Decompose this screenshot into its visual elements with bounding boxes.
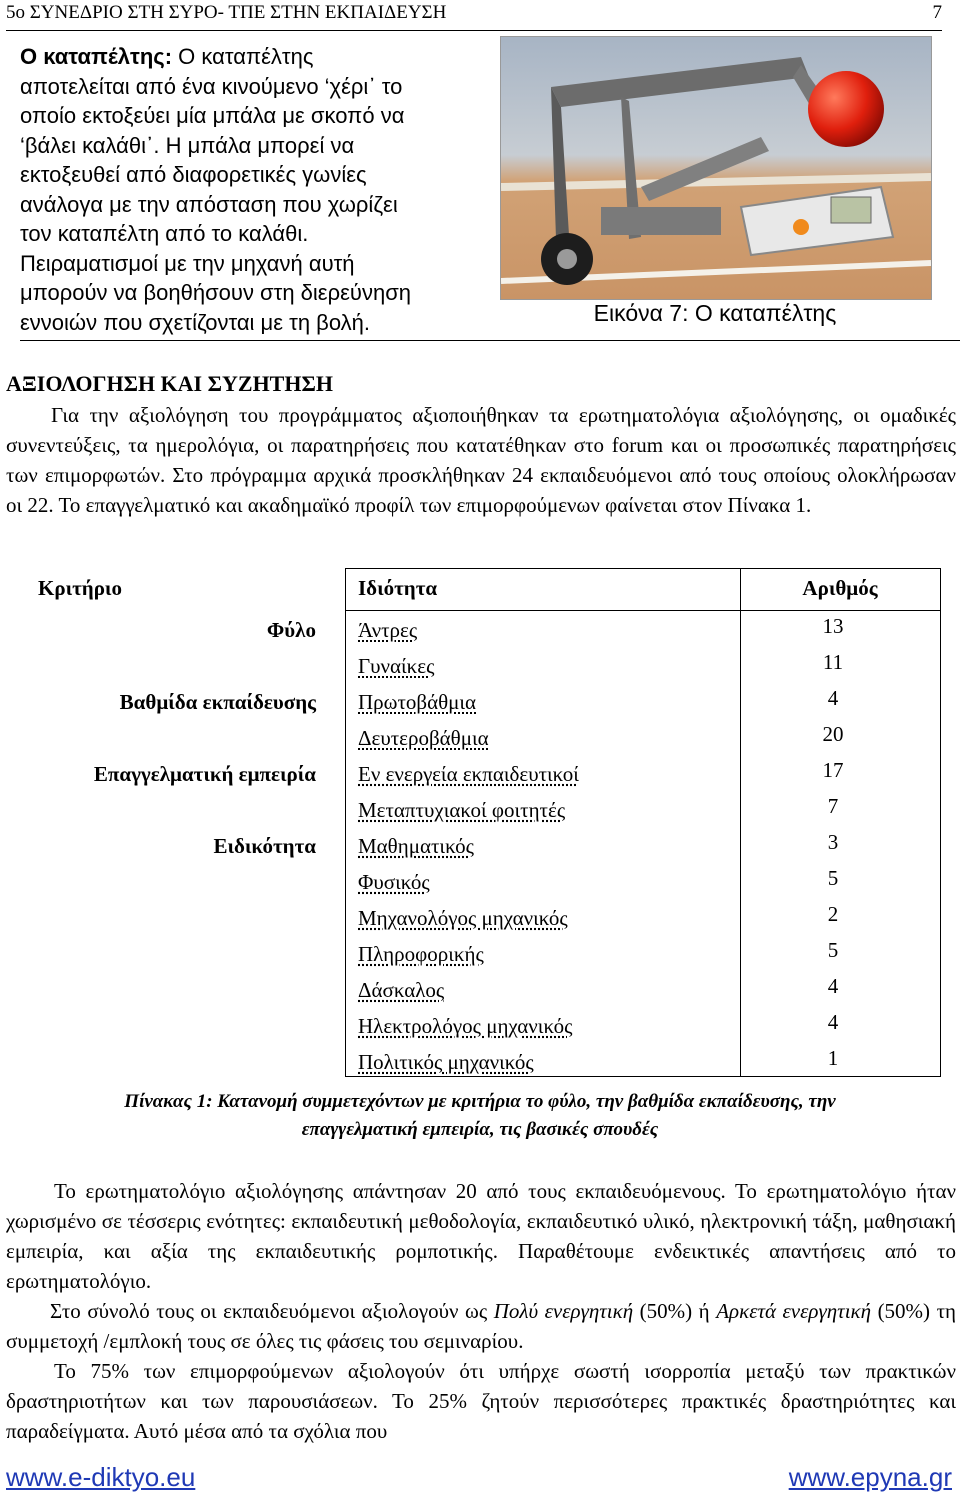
header-title: 5ο ΣΥΝΕΔΡΙΟ ΣΤΗ ΣΥΡΟ- ΤΠΕ ΣΤΗΝ ΕΚΠΑΙΔΕΥΣΗ bbox=[6, 2, 447, 23]
row-count: 3 bbox=[827, 830, 839, 854]
figure-caption: Εικόνα 7: Ο καταπέλτης bbox=[593, 300, 837, 326]
row-count: 17 bbox=[822, 758, 844, 782]
catapult-photo-drawing bbox=[501, 37, 931, 299]
row-count: 2 bbox=[827, 902, 839, 926]
table-caption-line: επαγγελματική εμπειρία, τις βασικές σπουδές bbox=[301, 1119, 659, 1140]
table-column-divider bbox=[740, 568, 741, 1077]
catapult-line: αποτελείται από ένα κινούμενο ‘χέρι᾽ το bbox=[20, 73, 403, 99]
row-property: Δευτεροβάθμια bbox=[358, 726, 489, 750]
header-criterion: Κριτήριο bbox=[38, 576, 122, 600]
footer-link-epyna[interactable]: www.epyna.gr bbox=[788, 1462, 952, 1492]
row-property: Άντρες bbox=[358, 618, 418, 642]
body-text: Το ερωτηματολόγιο αξιολόγησης απάντησαν 20 από τους εκπαιδευόμενους. Το ερωτηματολόγιο ήταν χωρισμένο σε τέσσερις ενότητες: εκπαιδευτική μεθοδολογία, εκπαιδευτικό υλικό, ηλεκτρονική τάξη, μαθησιακή εμπειρία, και αξία της εκπαιδευτικής ρομποτικής. Παραθέτουμε ενδεικτικές απαντήσεις από το ερωτηματολόγιο. bbox=[6, 1179, 956, 1293]
section-title: ΑΞΙΟΛΟΓΗΣΗ ΚΑΙ ΣΥΖΗΤΗΣΗ bbox=[6, 371, 333, 396]
row-count: 7 bbox=[827, 794, 839, 818]
row-count: 1 bbox=[827, 1046, 839, 1070]
header-count: Αριθμός bbox=[802, 576, 878, 600]
row-property: Πολιτικός μηχανικός bbox=[358, 1050, 534, 1074]
catapult-description bbox=[20, 42, 490, 337]
row-property: Μαθηματικός bbox=[358, 834, 475, 858]
footer-link-ediktyo[interactable]: www.e-diktyo.eu bbox=[6, 1462, 196, 1492]
row-count: 4 bbox=[827, 686, 839, 710]
body-text: Στο σύνολό τους οι εκπαιδευόμενοι αξιολογούν ως bbox=[50, 1299, 494, 1323]
page-number: 7 bbox=[932, 2, 942, 23]
catapult-line: εκτοξευθεί από διαφορετικές γωνίες bbox=[20, 162, 367, 187]
row-property: Δάσκαλος bbox=[358, 978, 445, 1002]
catapult-term: Ο καταπέλτης: bbox=[20, 44, 173, 69]
catapult-line: ‘βάλει καλάθι᾽. Η μπάλα μπορεί να bbox=[20, 132, 355, 158]
catapult-line: ανάλογα με την απόσταση που χωρίζει bbox=[20, 191, 398, 217]
evaluation-text: Για την αξιολόγηση του προγράμματος αξιοποιήθηκαν τα ερωτηματολόγια αξιολόγησης, οι ομαδικές συνεντεύξεις, τα ημερολόγια, οι παρατηρήσεις που κατατέθηκαν στο forum και οι προσωπικές παρατηρήσεις των επιμορφωτών. Στο πρόγραμμα αρχικά προσκλήθηκαν 24 εκπαιδευόμενοι από τους οποίους ολοκλήρωσαν οι 22. Το επαγγελματικό και ακαδημαϊκό προφίλ των επιμορφούμενων φαίνεται στον Πίνακα 1. bbox=[6, 403, 956, 517]
row-criterion: Φύλο bbox=[266, 618, 316, 642]
row-count: 4 bbox=[827, 974, 839, 998]
header-property: Ιδιότητα bbox=[358, 576, 438, 600]
row-count: 13 bbox=[822, 614, 844, 638]
body-paragraph bbox=[6, 1356, 956, 1446]
catapult-photo bbox=[500, 36, 932, 300]
row-property: Φυσικός bbox=[358, 870, 430, 894]
catapult-line: τον καταπέλτη από το καλάθι. bbox=[20, 221, 309, 246]
catapult-line: Ο καταπέλτης bbox=[178, 44, 314, 69]
row-count: 5 bbox=[827, 938, 839, 962]
body-text: Το 75% των επιμορφούμενων αξιολογούν ότι υπήρχε σωστή ισορροπία μεταξύ των πρακτικών δραστηριοτήτων και των παρουσιάσεων. Το 25% ζητούν περισσότερες πρακτικές δραστηριότητες και παραδείγματα. Αυτό μέσα από τα σχόλια που bbox=[6, 1359, 956, 1443]
row-property: Μεταπτυχιακοί φοιτητές bbox=[358, 798, 566, 822]
row-count: 5 bbox=[827, 866, 839, 890]
evaluation-paragraph bbox=[6, 400, 956, 520]
row-property: Μηχανολόγος μηχανικός bbox=[358, 906, 568, 930]
table-caption-line: Πίνακας 1: Κατανομή συμμετεχόντων με κριτήρια το φύλο, την βαθμίδα εκπαίδευσης, την bbox=[124, 1091, 836, 1112]
emphasis-text: Αρκετά ενεργητική bbox=[716, 1299, 872, 1323]
body-paragraph bbox=[6, 1176, 956, 1296]
page-header bbox=[6, 0, 942, 31]
row-property: Εν ενεργεία εκπαιδευτικοί bbox=[358, 762, 579, 786]
catapult-line: Πειραματισμοί με την μηχανή αυτή bbox=[20, 250, 355, 276]
row-property: Γυναίκες bbox=[358, 654, 435, 678]
row-count: 4 bbox=[827, 1010, 839, 1034]
body-paragraph bbox=[6, 1296, 956, 1356]
catapult-line: μπορούν να βοηθήσουν στη διερεύνηση bbox=[20, 280, 412, 305]
emphasis-text: Πολύ ενεργητική bbox=[493, 1299, 634, 1323]
catapult-line: οποίο εκτοξεύει μία μπάλα με σκοπό να bbox=[20, 103, 405, 128]
table-caption bbox=[40, 1088, 920, 1144]
table-header-divider bbox=[345, 610, 941, 611]
section-divider bbox=[20, 340, 960, 341]
row-property: Ηλεκτρολόγος μηχανικός bbox=[358, 1014, 573, 1038]
row-criterion: Ειδικότητα bbox=[213, 834, 316, 858]
body-text: (50%) τη συμμετοχή /εμπλοκή τους σε όλες τις φάσεις του σεμιναρίου. bbox=[6, 1299, 956, 1353]
catapult-line: εννοιών που σχετίζονται με τη βολή. bbox=[20, 309, 370, 335]
body-text: (50%) ή bbox=[633, 1299, 717, 1323]
row-criterion: Επαγγελματική εμπειρία bbox=[93, 762, 316, 786]
row-property: Πρωτοβάθμια bbox=[358, 690, 477, 714]
row-property: Πληροφορικής bbox=[358, 942, 484, 966]
row-criterion: Βαθμίδα εκπαίδευσης bbox=[119, 690, 316, 714]
row-count: 11 bbox=[822, 650, 844, 674]
row-count: 20 bbox=[822, 722, 844, 746]
